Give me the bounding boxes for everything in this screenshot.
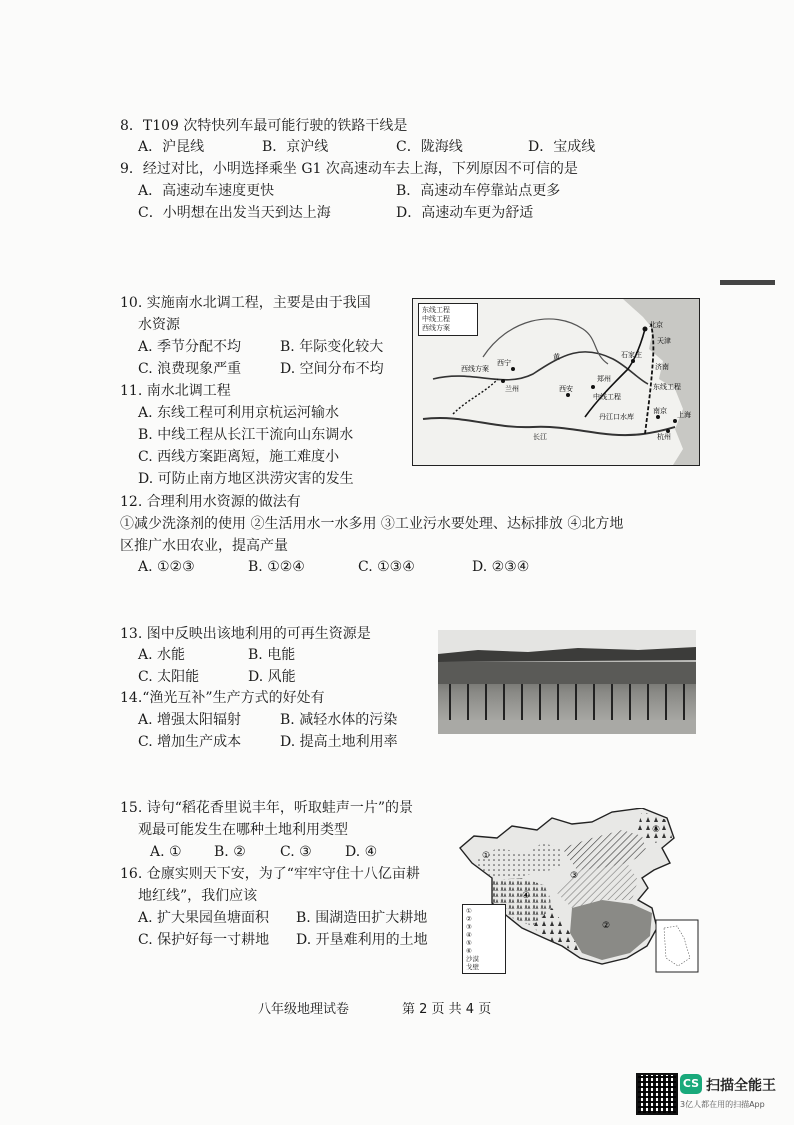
map1-label-danjiangkou: 丹江口水库 [599, 413, 634, 421]
q14-option-b: B. 减轻水体的污染 [280, 712, 398, 728]
q10-option-a: A. 季节分配不均 [138, 339, 242, 355]
q10-option-b: B. 年际变化较大 [280, 339, 384, 355]
legend-item-gobi: 戈壁 [466, 963, 479, 971]
q11-stem: 11. 南水北调工程 [120, 383, 231, 399]
map1-label-zhengzhou: 郑州 [597, 375, 611, 383]
map1-label-shijiazhuang: 石家庄 [621, 351, 642, 359]
q11-option-a: A. 东线工程可利用京杭运河输水 [138, 405, 340, 421]
svg-text:⑤: ⑤ [652, 825, 661, 835]
legend-item-4: ④ [466, 931, 472, 939]
q14-option-c: C. 增加生产成本 [138, 734, 242, 750]
q12-items-1: ①减少洗涤剂的使用 ②生活用水一水多用 ③工业污水要处理、达标排放 ④北方地 [120, 516, 624, 532]
map1-label-xian: 西安 [559, 385, 573, 393]
map1-label-east-route: 东线工程 [653, 383, 681, 391]
q11-option-d: D. 可防止南方地区洪涝灾害的发生 [138, 471, 354, 487]
map1-label-hangzhou: 杭州 [657, 433, 671, 441]
q10-option-c: C. 浪费现象严重 [138, 361, 242, 377]
legend-item-2: ② [466, 915, 472, 923]
q16-option-d: D. 开垦难利用的土地 [296, 932, 428, 948]
legend-west-route: 西线方案 [422, 324, 450, 332]
q12-stem: 12. 合理利用水资源的做法有 [120, 494, 301, 510]
q8-option-b: B．京沪线 [262, 139, 329, 155]
map1-label-nanjing: 南京 [653, 407, 667, 415]
map1-label-lanzhou: 兰州 [505, 385, 519, 393]
q12-option-c: C. ①③④ [358, 559, 415, 575]
qr-code [636, 1073, 678, 1115]
q8-option-c: C．陇海线 [396, 139, 463, 155]
q15-option-a: A. ① [150, 844, 182, 860]
q16-option-a: A. 扩大果园鱼塘面积 [138, 910, 270, 926]
q10-stem-1: 10. 实施南水北调工程，主要是由于我国 [120, 295, 371, 311]
q10-stem-2: 水资源 [138, 317, 180, 333]
legend-item-3: ③ [466, 923, 472, 931]
q13-option-a: A. 水能 [138, 647, 186, 663]
legend-east-route: 东线工程 [422, 306, 450, 314]
footer-subject: 八年级地理试卷 [258, 1002, 350, 1017]
legend-item-5: ⑤ [466, 939, 472, 947]
svg-text:①: ① [482, 851, 491, 861]
q12-option-d: D. ②③④ [472, 559, 530, 575]
camscanner-logo: CS [680, 1074, 702, 1094]
q10-option-d: D. 空间分布不均 [280, 361, 384, 377]
map1-label-beijing: 北京 [649, 321, 663, 329]
q9-stem: 9．经过对比，小明选择乘坐 G1 次高速动车去上海，下列原因不可信的是 [120, 161, 578, 177]
q11-option-b: B. 中线工程从长江干流向山东调水 [138, 427, 354, 443]
legend-item-desert: 沙漠 [466, 955, 479, 963]
q8-stem: 8．T109 次特快列车最可能行驶的铁路干线是 [120, 118, 408, 134]
q15-stem-1: 15. 诗句“稻花香里说丰年，听取蛙声一片”的景 [120, 800, 414, 816]
q15-option-c: C. ③ [280, 844, 312, 860]
q12-option-b: B. ①②④ [248, 559, 305, 575]
q12-option-a: A. ①②③ [138, 559, 195, 575]
q12-items-2: 区推广水田农业，提高产量 [120, 538, 288, 554]
map1-label-middle-route: 中线工程 [593, 393, 621, 401]
q14-stem: 14.“渔光互补”生产方式的好处有 [120, 690, 325, 706]
fishery-solar-photo-drawing [438, 630, 696, 734]
q9-option-a: A．高速动车速度更快 [138, 183, 275, 199]
q11-option-c: C. 西线方案距离短，施工难度小 [138, 449, 340, 465]
q9-option-d: D．高速动车更为舒适 [396, 205, 534, 221]
map1-label-xining: 西宁 [497, 359, 511, 367]
scan-artifact [720, 280, 775, 285]
camscanner-tagline: 3亿人都在用的扫描App [680, 1100, 765, 1109]
svg-text:④: ④ [522, 891, 531, 901]
map1-label-shanghai: 上海 [677, 411, 691, 419]
svg-text:②: ② [602, 921, 611, 931]
map1-label-tianjin: 天津 [657, 337, 671, 345]
q14-option-a: A. 增强太阳辐射 [138, 712, 242, 728]
q16-option-c: C. 保护好每一寸耕地 [138, 932, 270, 948]
q16-stem-1: 16. 仓廪实则天下安，为了“牢牢守住十八亿亩耕 [120, 866, 420, 882]
fishery-solar-photo [438, 630, 696, 734]
map1-label-yangtze: 长江 [533, 433, 547, 441]
q16-stem-2: 地红线”，我们应该 [138, 888, 258, 904]
q9-option-b: B．高速动车停靠站点更多 [396, 183, 561, 199]
q15-stem-2: 观最可能发生在哪种土地利用类型 [138, 822, 348, 838]
map1-label-jinan: 济南 [655, 363, 669, 371]
q9-option-c: C．小明想在出发当天到达上海 [138, 205, 331, 221]
legend-middle-route: 中线工程 [422, 315, 450, 323]
q13-option-d: D. 风能 [248, 669, 296, 685]
q14-option-d: D. 提高土地利用率 [280, 734, 398, 750]
q15-option-d: D. ④ [345, 844, 378, 860]
q16-option-b: B. 围湖造田扩大耕地 [296, 910, 428, 926]
q13-stem: 13. 图中反映出该地利用的可再生资源是 [120, 626, 371, 642]
svg-text:③: ③ [570, 871, 579, 881]
q13-option-c: C. 太阳能 [138, 669, 200, 685]
q15-option-b: B. ② [214, 844, 246, 860]
q8-option-d: D．宝成线 [528, 139, 596, 155]
map1-label-yellow-river: 黄 [553, 353, 560, 361]
footer-page-number: 第 2 页 共 4 页 [402, 1002, 492, 1017]
legend-item-6: ⑥ [466, 947, 472, 955]
q13-option-b: B. 电能 [248, 647, 296, 663]
water-diversion-legend [418, 303, 478, 336]
legend-item-1: ① [466, 907, 472, 915]
q8-option-a: A．沪昆线 [138, 139, 205, 155]
map1-label-west-route: 西线方案 [461, 365, 489, 373]
camscanner-name: 扫描全能王 [706, 1078, 776, 1094]
land-use-legend [462, 904, 506, 974]
